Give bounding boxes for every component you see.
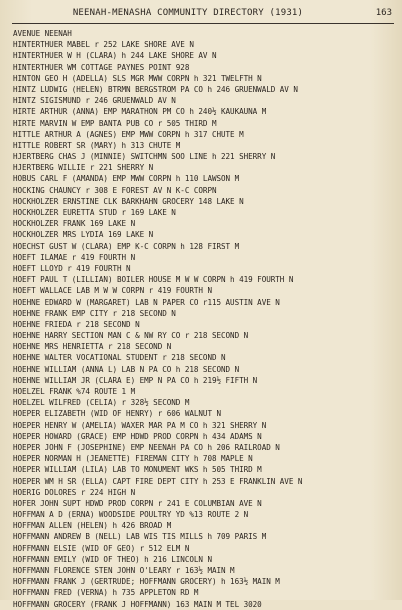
directory-entry: HOEPER NORMAN H (JEANETTE) FIREMAN CITY h 708 MAPLE N bbox=[13, 454, 253, 464]
directory-entry: HOEPER WILLIAM (LILA) LAB TO MONUMENT WKS h 505 THIRD M bbox=[13, 465, 262, 475]
directory-entry: HITTLE ARTHUR A (AGNES) EMP MWW CORPN h 317 CHUTE M bbox=[13, 129, 244, 139]
directory-entry: AVENUE NEENAH bbox=[13, 29, 72, 38]
directory-entry: HOELZEL FRANK %74 ROUTE 1 M bbox=[13, 387, 136, 396]
directory-entry: HOFFMANN ELSIE (WID OF GEO) r 512 ELM N bbox=[13, 543, 190, 553]
directory-title: NEENAH-MENASHA COMMUNITY DIRECTORY (1931) bbox=[72, 8, 304, 18]
directory-entry: HOBUS CARL F (AMANDA) EMP MWW CORPN h 110 LAWSON M bbox=[13, 174, 240, 184]
directory-entry: HJERTBERG WILLIE r 221 SHERRY N bbox=[13, 163, 154, 173]
header-rule bbox=[12, 23, 394, 24]
directory-entry: HOEHNE WALTER VOCATIONAL STUDENT r 218 SECOND N bbox=[13, 353, 226, 363]
directory-entry: HITTLE ROBERT SR (MARY) h 313 CHUTE M bbox=[13, 140, 181, 150]
directory-entry: HOEPER HENRY W (AMELIA) WAXER MAR PA M CO h 321 SHERRY N bbox=[13, 420, 267, 430]
directory-entries bbox=[13, 28, 398, 610]
directory-entry: HOECHST GUST W (CLARA) EMP K-C CORPN h 128 FIRST M bbox=[13, 241, 240, 251]
directory-entry: HINTZ SIGISMUND r 246 GRUENWALD AV N bbox=[13, 96, 176, 106]
directory-entry: HINTON GEO H (ADELLA) SLS MGR MWW CORPN h 321 TWELFTH N bbox=[13, 73, 262, 83]
directory-entry: HOEFT WALLACE LAB M W W CORPN r 419 FOURTH N bbox=[13, 286, 212, 296]
directory-entry: HOEHNE EDWARD W (MARGARET) LAB N PAPER CO r115 AUSTIN AVE N bbox=[13, 297, 280, 307]
directory-entry: HOFER JOHN SUPT HDWD PROD CORPN r 241 E COLUMBIAN AVE N bbox=[13, 498, 262, 508]
directory-entry: HJERTBERG CHAS J (MINNIE) SWITCHMN SOO LINE h 221 SHERRY N bbox=[13, 152, 276, 162]
directory-entry: HOFFMAN A D (ERNA) WOODSIDE POULTRY YD %13 ROUTE 2 N bbox=[13, 510, 249, 520]
directory-entry: HOFFMANN FLORENCE STEN JOHN O'LEARY r 163½ MAIN M bbox=[13, 566, 235, 575]
directory-entry: HOEHNE HARRY SECTION MAN C & NW RY CO r 218 SECOND N bbox=[13, 331, 249, 341]
directory-entry: HOCKHOLZER MRS LYDIA 169 LAKE N bbox=[13, 230, 154, 240]
page-number: 163 bbox=[375, 8, 392, 18]
directory-entry: HOERIG DOLORES r 224 HIGH N bbox=[13, 487, 136, 497]
directory-entry: HINTERTHUER WM COTTAGE PAYNES POINT 928 bbox=[13, 62, 190, 72]
directory-entry: HOEHNE MRS HENRIETTA r 218 SECOND N bbox=[13, 342, 172, 352]
directory-entry: HOEPER HOWARD (GRACE) EMP HDWD PROD CORPN h 434 ADAMS N bbox=[13, 431, 262, 441]
directory-entry: HINTZ LUDWIG (HELEN) BTRMN BERGSTROM PA CO h 246 GRUENWALD AV N bbox=[13, 84, 298, 94]
directory-entry: HOEHNE WILLIAM (ANNA L) LAB N PA CO h 218 SECOND N bbox=[13, 364, 240, 374]
directory-entry: HOEFT PAUL T (LILLIAN) BOILER HOUSE M W W CORPN h 419 FOURTH N bbox=[13, 275, 294, 285]
directory-entry: HOFFMANN FRANK J (GERTRUDE; HOFFMANN GROCERY) h 163½ MAIN M bbox=[13, 577, 280, 587]
directory-entry: HOFFMANN ANDREW B (NELL) LAB WIS TIS MILLS h 709 PARIS M bbox=[13, 532, 267, 542]
directory-entry: HOEPER WM H SR (ELLA) CAPT FIRE DEPT CITY h 253 E FRANKLIN AVE N bbox=[13, 476, 303, 486]
directory-entry: HOEPER ELIZABETH (WID OF HENRY) r 606 WALNUT N bbox=[13, 409, 222, 419]
directory-entry: HOEPER JOHN F (JOSEPHINE) EMP NEENAH PA CO h 206 RAILROAD N bbox=[13, 442, 280, 452]
directory-entry: HOEHNE FRANK EMP CITY r 218 SECOND N bbox=[13, 308, 176, 318]
directory-entry: HOEHNE WILLIAM JR (CLARA E) EMP N PA CO h 219½ FIFTH N bbox=[13, 375, 258, 385]
directory-entry: HOFFMAN ALLEN (HELEN) h 426 BROAD M bbox=[13, 521, 172, 531]
directory-entry: HIRTE ARTHUR (ANNA) EMP MARATHON PM CO h 240½ KAUKAUNA M bbox=[13, 107, 267, 117]
directory-entry: HOEFT LLOYD r 419 FOURTH N bbox=[13, 263, 131, 273]
directory-entry: HIRTE MARVIN W EMP BANTA PUB CO r 505 THIRD M bbox=[13, 118, 217, 128]
directory-entry: HINTERTHUER MABEL r 252 LAKE SHORE AVE N bbox=[13, 40, 194, 50]
page-header bbox=[0, 8, 402, 24]
directory-entry: HOCKHOLZER EURETTA STUD r 169 LAKE N bbox=[13, 208, 176, 217]
directory-entry: HOCKING CHAUNCY r 308 E FOREST AV N K-C CORPN bbox=[13, 185, 217, 195]
directory-entry: HOFFMANN EMILY (WID OF THEO) h 216 LINCOLN N bbox=[13, 554, 212, 564]
directory-entry: HINTERTHUER W H (CLARA) h 244 LAKE SHORE AV N bbox=[13, 51, 217, 61]
directory-entry: HOFFMANN GROCERY (FRANK J HOFFMANN) 163 MAIN M TEL 3020 bbox=[13, 599, 262, 609]
directory-entry: HOEHNE FRIEDA r 218 SECOND N bbox=[13, 319, 140, 329]
directory-entry: HOELZEL WILFRED (CELIA) r 328½ SECOND M bbox=[13, 398, 190, 408]
directory-entry: HOEFT ILAMAE r 419 FOURTH N bbox=[13, 252, 136, 262]
directory-entry: HOFFMANN FRED (VERNA) h 735 APPLETON RD M bbox=[13, 588, 199, 598]
directory-entry: HOCKHOLZER ERNSTINE CLK BARKHAHN GROCERY 148 LAKE N bbox=[13, 196, 244, 206]
directory-entry: HOCKHOLZER FRANK 169 LAKE N bbox=[13, 219, 136, 229]
